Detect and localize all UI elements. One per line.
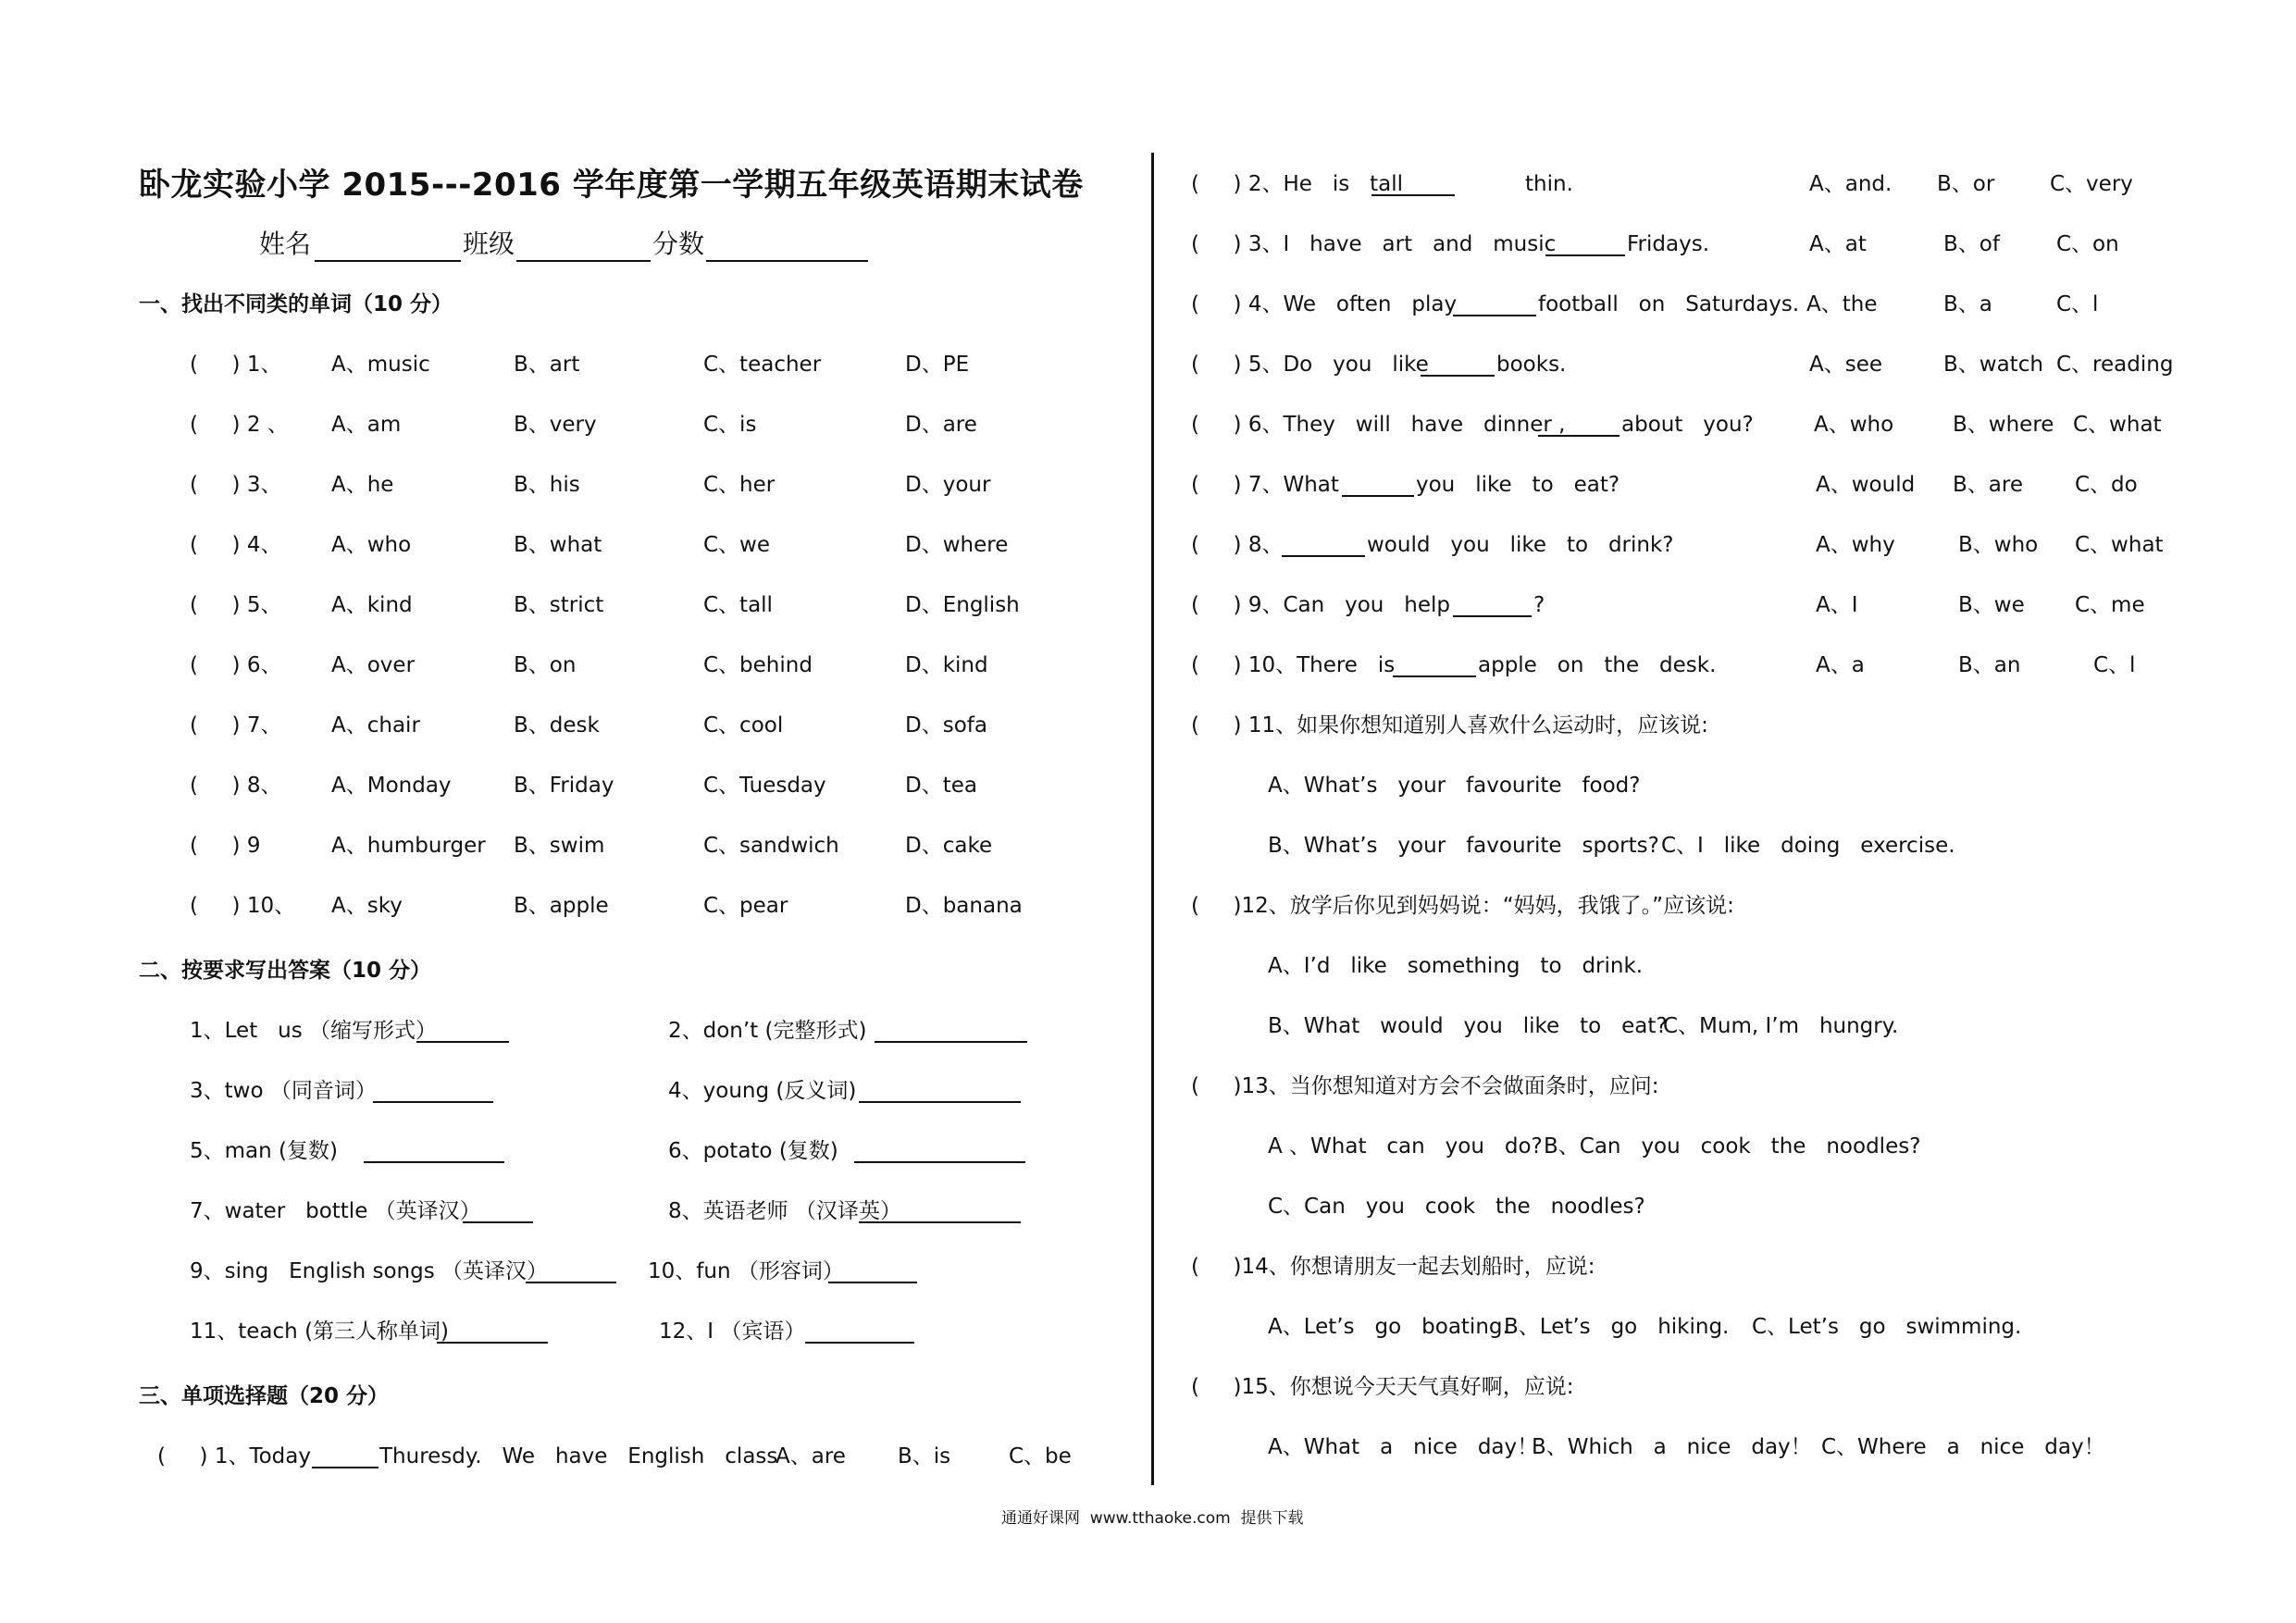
question-number: ( ) 10、 (190, 894, 296, 918)
option-b[interactable]: B、we (1958, 593, 2025, 617)
answer-blank[interactable] (1453, 615, 1532, 617)
exam-title: 卧龙实验小学 2015---2016 学年度第一学期五年级英语期末试卷 (139, 167, 1084, 204)
option-b[interactable]: B、on (514, 653, 577, 677)
option-a[interactable]: A、kind (331, 593, 413, 617)
question-stem: ( ) 2、He is tall (1191, 172, 1404, 196)
fill-question: 11、teach (第三人称单词) (190, 1319, 450, 1344)
option-c[interactable]: C、on (2056, 232, 2119, 256)
answer-blank[interactable] (828, 1282, 917, 1283)
question-stem: ( )13、当你想知道对方会不会做面条时，应问: (1191, 1074, 1659, 1098)
class-field[interactable] (516, 260, 651, 262)
option-a[interactable]: A、Let’s go boating. (1268, 1315, 1509, 1339)
answer-blank[interactable] (1393, 675, 1476, 677)
question-row (0, 836, 1148, 860)
question-text: Thuresdy. We have English class (379, 1444, 778, 1468)
column-divider (1151, 153, 1154, 1485)
option-a[interactable]: A、sky (331, 894, 403, 918)
option-b[interactable]: B、his (514, 473, 580, 497)
option-c[interactable]: C、behind (703, 653, 813, 677)
option-b[interactable]: B、is (898, 1444, 951, 1468)
option-a[interactable]: A、humburger (331, 834, 486, 858)
question-text: ? (1533, 593, 1545, 617)
section3-heading: 三、单项选择题（20 分） (139, 1384, 390, 1408)
question-row (0, 775, 1148, 799)
class-label: 班级 (463, 229, 515, 259)
option-b[interactable]: B、Friday (514, 774, 614, 798)
answer-blank[interactable] (1282, 555, 1365, 557)
option-a[interactable]: A、who (1814, 413, 1894, 437)
question-stem: ( ) 10、There is (1191, 653, 1396, 677)
answer-blank[interactable] (1453, 315, 1536, 316)
section1-heading: 一、找出不同类的单词（10 分） (139, 292, 453, 316)
option-c[interactable]: C、what (2075, 533, 2164, 557)
option-b[interactable]: B、an (1958, 653, 2021, 677)
option-a[interactable]: A、Monday (331, 774, 452, 798)
option-a[interactable]: A、the (1806, 292, 1878, 316)
question-stem: ( ) 9、Can you help (1191, 593, 1451, 617)
fill-question: 7、water bottle （英译汉） (190, 1199, 481, 1223)
question-row (0, 535, 2296, 559)
answer-blank[interactable] (1421, 375, 1495, 377)
question-number: ( ) 4、 (190, 533, 282, 557)
answer-blank[interactable] (1545, 254, 1625, 256)
option-a[interactable]: A、why (1816, 533, 1895, 557)
footer-credit: 通通好课网 www.tthaoke.com 提供下载 (1001, 1509, 1304, 1528)
fill-question: 2、don’t (完整形式) (668, 1019, 867, 1043)
question-text: about you? (1621, 413, 1754, 437)
answer-blank[interactable] (437, 1342, 548, 1344)
question-text: apple on the desk. (1478, 653, 1717, 677)
option-b[interactable]: B、very (514, 413, 597, 437)
fill-question: 3、two （同音词） (190, 1079, 377, 1103)
question-number: ( ) 2 、 (190, 413, 289, 437)
answer-blank[interactable] (526, 1282, 616, 1283)
question-stem: ( )12、放学后你见到妈妈说：“妈妈，我饿了。”应该说: (1191, 894, 1734, 918)
option-b[interactable]: B、watch (1943, 353, 2043, 377)
option-b[interactable]: B、Which a nice day！ (1532, 1435, 1812, 1459)
fill-question: 9、sing English songs （英译汉） (190, 1259, 549, 1283)
question-stem: ( )14、你想请朋友一起去划船时，应说: (1191, 1255, 1595, 1279)
option-b[interactable]: B、are (1953, 473, 2023, 497)
option-c[interactable]: C、very (2050, 172, 2133, 196)
option-d[interactable]: D、sofa (905, 713, 987, 737)
answer-blank[interactable] (1342, 495, 1414, 497)
option-d[interactable]: D、are (905, 413, 977, 437)
question-row (0, 475, 2296, 499)
option-b[interactable]: B、Let’s go hiking. (1504, 1315, 1730, 1339)
option-a[interactable]: A、am (331, 413, 402, 437)
option-c[interactable]: C、reading (2056, 353, 2174, 377)
option-c[interactable]: C、do (2075, 473, 2138, 497)
option-c[interactable]: C、we (703, 533, 771, 557)
option-d[interactable]: D、English (905, 593, 1020, 617)
option-a[interactable]: A、I’d like something to drink. (1268, 954, 1644, 978)
option-d[interactable]: D、where (905, 533, 1009, 557)
question-text: Fridays. (1627, 232, 1710, 256)
option-b[interactable]: B、where (1953, 413, 2054, 437)
option-a[interactable]: A、he (331, 473, 394, 497)
answer-blank[interactable] (854, 1161, 1025, 1163)
question-text: thin. (1525, 172, 1573, 196)
option-a[interactable]: A、over (331, 653, 416, 677)
question-stem: ( )15、你想说今天天气真好啊，应说: (1191, 1375, 1574, 1399)
option-c[interactable]: C、her (703, 473, 776, 497)
question-number: ( ) 6、 (190, 653, 282, 677)
option-c[interactable]: C、cool (703, 713, 784, 737)
fill-question: 1、Let us （缩写形式） (190, 1019, 438, 1043)
option-c[interactable]: C、pear (703, 894, 788, 918)
answer-blank[interactable] (373, 1101, 493, 1103)
option-a[interactable]: A、who (331, 533, 412, 557)
question-number: ( ) 3、 (190, 473, 282, 497)
fill-question: 6、potato (复数) (668, 1139, 838, 1163)
answer-blank[interactable] (859, 1101, 1021, 1103)
option-c[interactable]: C、sandwich (703, 834, 839, 858)
answer-blank[interactable] (416, 1041, 509, 1043)
question-text: books. (1496, 353, 1567, 377)
option-a[interactable]: A、see (1809, 353, 1883, 377)
answer-blank[interactable] (875, 1041, 1027, 1043)
option-a[interactable]: A、music (331, 353, 430, 377)
option-d[interactable]: D、cake (905, 834, 993, 858)
question-stem: ( ) 1、Today (157, 1444, 311, 1468)
option-c[interactable]: C、me (2075, 593, 2145, 617)
option-d[interactable]: D、PE (905, 353, 970, 377)
question-row (0, 234, 2296, 258)
answer-blank[interactable] (1371, 194, 1455, 196)
option-b[interactable]: B、strict (514, 593, 604, 617)
option-b[interactable]: B、what (514, 533, 602, 557)
option-b[interactable]: B、Can you cook the noodles? (1544, 1134, 1921, 1158)
score-field[interactable] (706, 260, 868, 262)
question-text: would you like to drink? (1367, 533, 1674, 557)
option-c[interactable]: C、is (703, 413, 757, 437)
option-c[interactable]: C、tall (703, 593, 773, 617)
question-row (0, 896, 1148, 920)
option-d[interactable]: D、tea (905, 774, 977, 798)
option-b[interactable]: B、apple (514, 894, 609, 918)
option-c[interactable]: C、l (2093, 653, 2136, 677)
option-c[interactable]: C、l (2056, 292, 2099, 316)
option-b[interactable]: B、desk (514, 713, 600, 737)
question-stem: ( ) 11、如果你想知道别人喜欢什么运动时，应该说: (1191, 713, 1708, 737)
question-number: ( ) 9 (190, 834, 261, 858)
option-a[interactable]: A、I (1816, 593, 1858, 617)
question-stem: ( ) 7、What (1191, 473, 1339, 497)
fill-question: 4、young (反义词) (668, 1079, 857, 1103)
option-c[interactable]: C、what (2073, 413, 2162, 437)
question-text: you like to eat? (1416, 473, 1620, 497)
question-row (0, 715, 1148, 739)
answer-blank[interactable] (463, 1221, 533, 1223)
option-b[interactable]: B、a (1943, 292, 1992, 316)
answer-blank[interactable] (1538, 435, 1620, 437)
option-c[interactable]: C、teacher (703, 353, 822, 377)
option-c[interactable]: C、Tuesday (703, 774, 826, 798)
option-c[interactable]: C、Mum, I’m hungry. (1663, 1014, 1899, 1038)
option-c[interactable]: C、I like doing exercise. (1661, 834, 1955, 858)
question-number: ( ) 7、 (190, 713, 282, 737)
name-field[interactable] (315, 260, 461, 262)
option-d[interactable]: D、kind (905, 653, 988, 677)
option-a[interactable]: A、and. (1809, 172, 1893, 196)
fill-question: 8、英语老师 （汉译英） (668, 1199, 901, 1223)
answer-blank[interactable] (312, 1467, 379, 1468)
question-number: ( ) 5、 (190, 593, 282, 617)
option-c[interactable]: C、Let’s go swimming. (1752, 1315, 2022, 1339)
option-b[interactable]: B、of (1943, 232, 2000, 256)
option-b[interactable]: B、who (1958, 533, 2039, 557)
option-a[interactable]: A、at (1809, 232, 1867, 256)
name-label: 姓名 (259, 229, 312, 259)
question-row (0, 415, 2296, 439)
option-b[interactable]: B、What’s your favourite sports? (1268, 834, 1659, 858)
option-a[interactable]: A、are (776, 1444, 846, 1468)
option-b[interactable]: B、art (514, 353, 580, 377)
fill-question: 10、fun （形容词） (648, 1259, 844, 1283)
answer-blank[interactable] (859, 1221, 1021, 1223)
question-number: ( ) 8、 (190, 774, 282, 798)
option-a[interactable]: A、chair (331, 713, 420, 737)
question-stem: ( ) 5、Do you like (1191, 353, 1429, 377)
question-row (0, 655, 2296, 679)
option-a[interactable]: A、would (1816, 473, 1916, 497)
option-b[interactable]: B、or (1937, 172, 1995, 196)
fill-question: 12、I （宾语） (659, 1319, 806, 1344)
option-d[interactable]: D、banana (905, 894, 1023, 918)
question-row (0, 595, 2296, 619)
answer-blank[interactable] (805, 1342, 914, 1344)
question-stem: ( ) 6、They will have dinner , (1191, 413, 1566, 437)
option-a[interactable]: A、a (1816, 653, 1865, 677)
section2-heading: 二、按要求写出答案（10 分） (139, 959, 432, 983)
option-c[interactable]: C、Can you cook the noodles? (1268, 1195, 1645, 1219)
question-number: ( ) 1、 (190, 353, 282, 377)
score-label: 分数 (652, 229, 705, 259)
question-stem: ( ) 4、We often play (1191, 292, 1458, 316)
question-row (0, 1446, 1148, 1470)
question-row (0, 354, 2296, 378)
question-text: football on Saturdays. (1538, 292, 1800, 316)
option-d[interactable]: D、your (905, 473, 991, 497)
option-b[interactable]: B、swim (514, 834, 605, 858)
question-row (0, 174, 2296, 198)
fill-question: 5、man (复数) (190, 1139, 338, 1163)
option-b[interactable]: B、What would you like to eat? (1268, 1014, 1668, 1038)
option-c[interactable]: C、Where a nice day！ (1821, 1435, 2105, 1459)
option-a[interactable]: A 、What can you do? (1268, 1134, 1543, 1158)
option-a[interactable]: A、What a nice day！ (1268, 1435, 1539, 1459)
question-stem: ( ) 8、 (1191, 533, 1284, 557)
option-c[interactable]: C、be (1009, 1444, 1072, 1468)
question-stem: ( ) 3、I have art and music (1191, 232, 1557, 256)
question-row (0, 294, 2296, 318)
option-a[interactable]: A、What’s your favourite food? (1268, 774, 1641, 798)
answer-blank[interactable] (364, 1161, 504, 1163)
